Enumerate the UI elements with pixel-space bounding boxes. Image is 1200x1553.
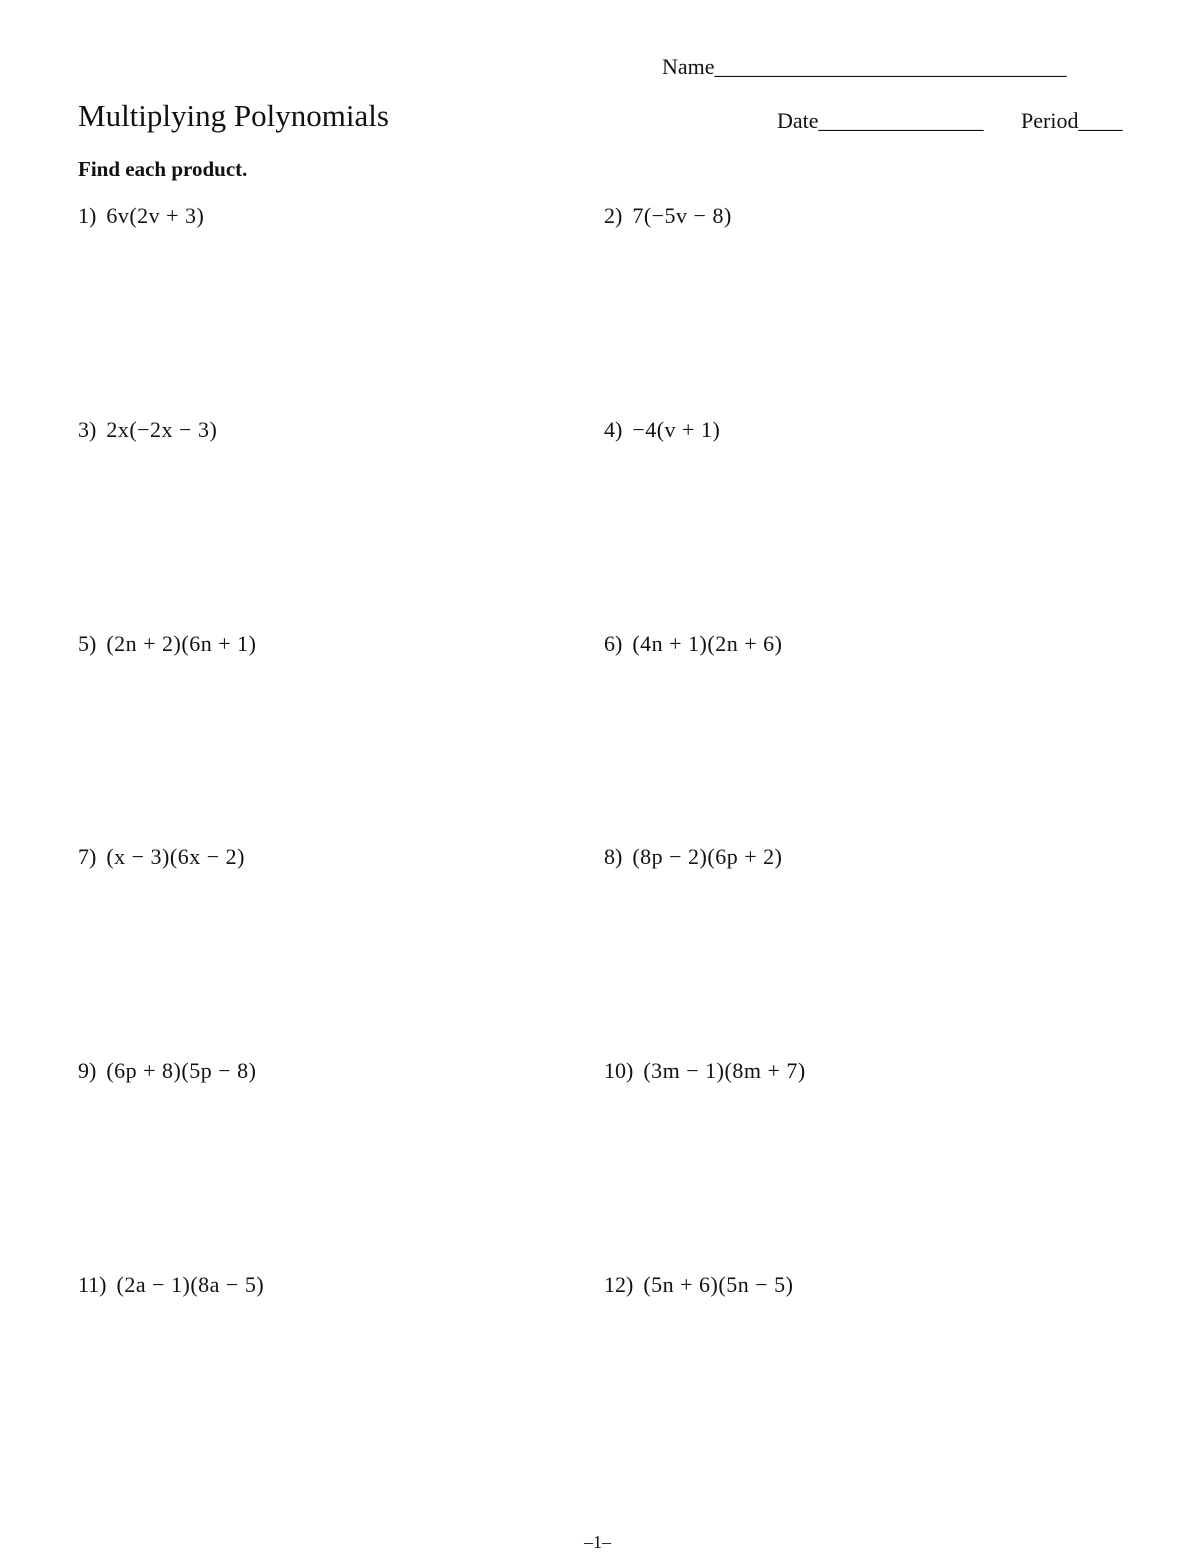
problem-2	[604, 203, 732, 229]
problem-expression: 6v(2v + 3)	[106, 203, 205, 228]
problem-number: 3)	[78, 417, 97, 442]
page-title: Multiplying Polynomials	[78, 98, 389, 133]
problem-expression: (6p + 8)(5p − 8)	[106, 1058, 257, 1083]
problem-4	[604, 417, 720, 443]
problem-expression: (4n + 1)(2n + 6)	[632, 631, 783, 656]
problem-expression: (2n + 2)(6n + 1)	[106, 631, 257, 656]
problem-11	[78, 1272, 264, 1298]
problem-number: 12)	[604, 1272, 634, 1297]
problem-number: 10)	[604, 1058, 634, 1083]
problem-number: 8)	[604, 844, 623, 869]
date-field-label: Date_______________	[777, 108, 984, 133]
problem-number: 2)	[604, 203, 623, 228]
period-field-label: Period____	[1021, 108, 1123, 133]
problem-7	[78, 844, 245, 870]
problem-number: 7)	[78, 844, 97, 869]
name-field-label: Name________________________________	[662, 54, 1067, 79]
instructions: Find each product.	[78, 157, 248, 181]
problem-expression: 2x(−2x − 3)	[106, 417, 218, 442]
problem-8	[604, 844, 782, 870]
problem-number: 5)	[78, 631, 97, 656]
problem-12	[604, 1272, 793, 1298]
problem-number: 6)	[604, 631, 623, 656]
problem-6	[604, 631, 782, 657]
problem-10	[604, 1058, 806, 1084]
page-number: –1–	[584, 1532, 611, 1552]
problem-expression: 7(−5v − 8)	[632, 203, 732, 228]
problem-5	[78, 631, 256, 657]
problem-expression: (8p − 2)(6p + 2)	[632, 844, 783, 869]
problem-expression: (x − 3)(6x − 2)	[106, 844, 245, 869]
problem-number: 9)	[78, 1058, 97, 1083]
problem-number: 1)	[78, 203, 97, 228]
problem-expression: (3m − 1)(8m + 7)	[643, 1058, 806, 1083]
problem-expression: (5n + 6)(5n − 5)	[643, 1272, 794, 1297]
problem-9	[78, 1058, 256, 1084]
problem-number: 11)	[78, 1272, 107, 1297]
problem-3	[78, 417, 217, 443]
problem-number: 4)	[604, 417, 623, 442]
problem-expression: −4(v + 1)	[632, 417, 721, 442]
problem-1	[78, 203, 204, 229]
problem-expression: (2a − 1)(8a − 5)	[116, 1272, 265, 1297]
